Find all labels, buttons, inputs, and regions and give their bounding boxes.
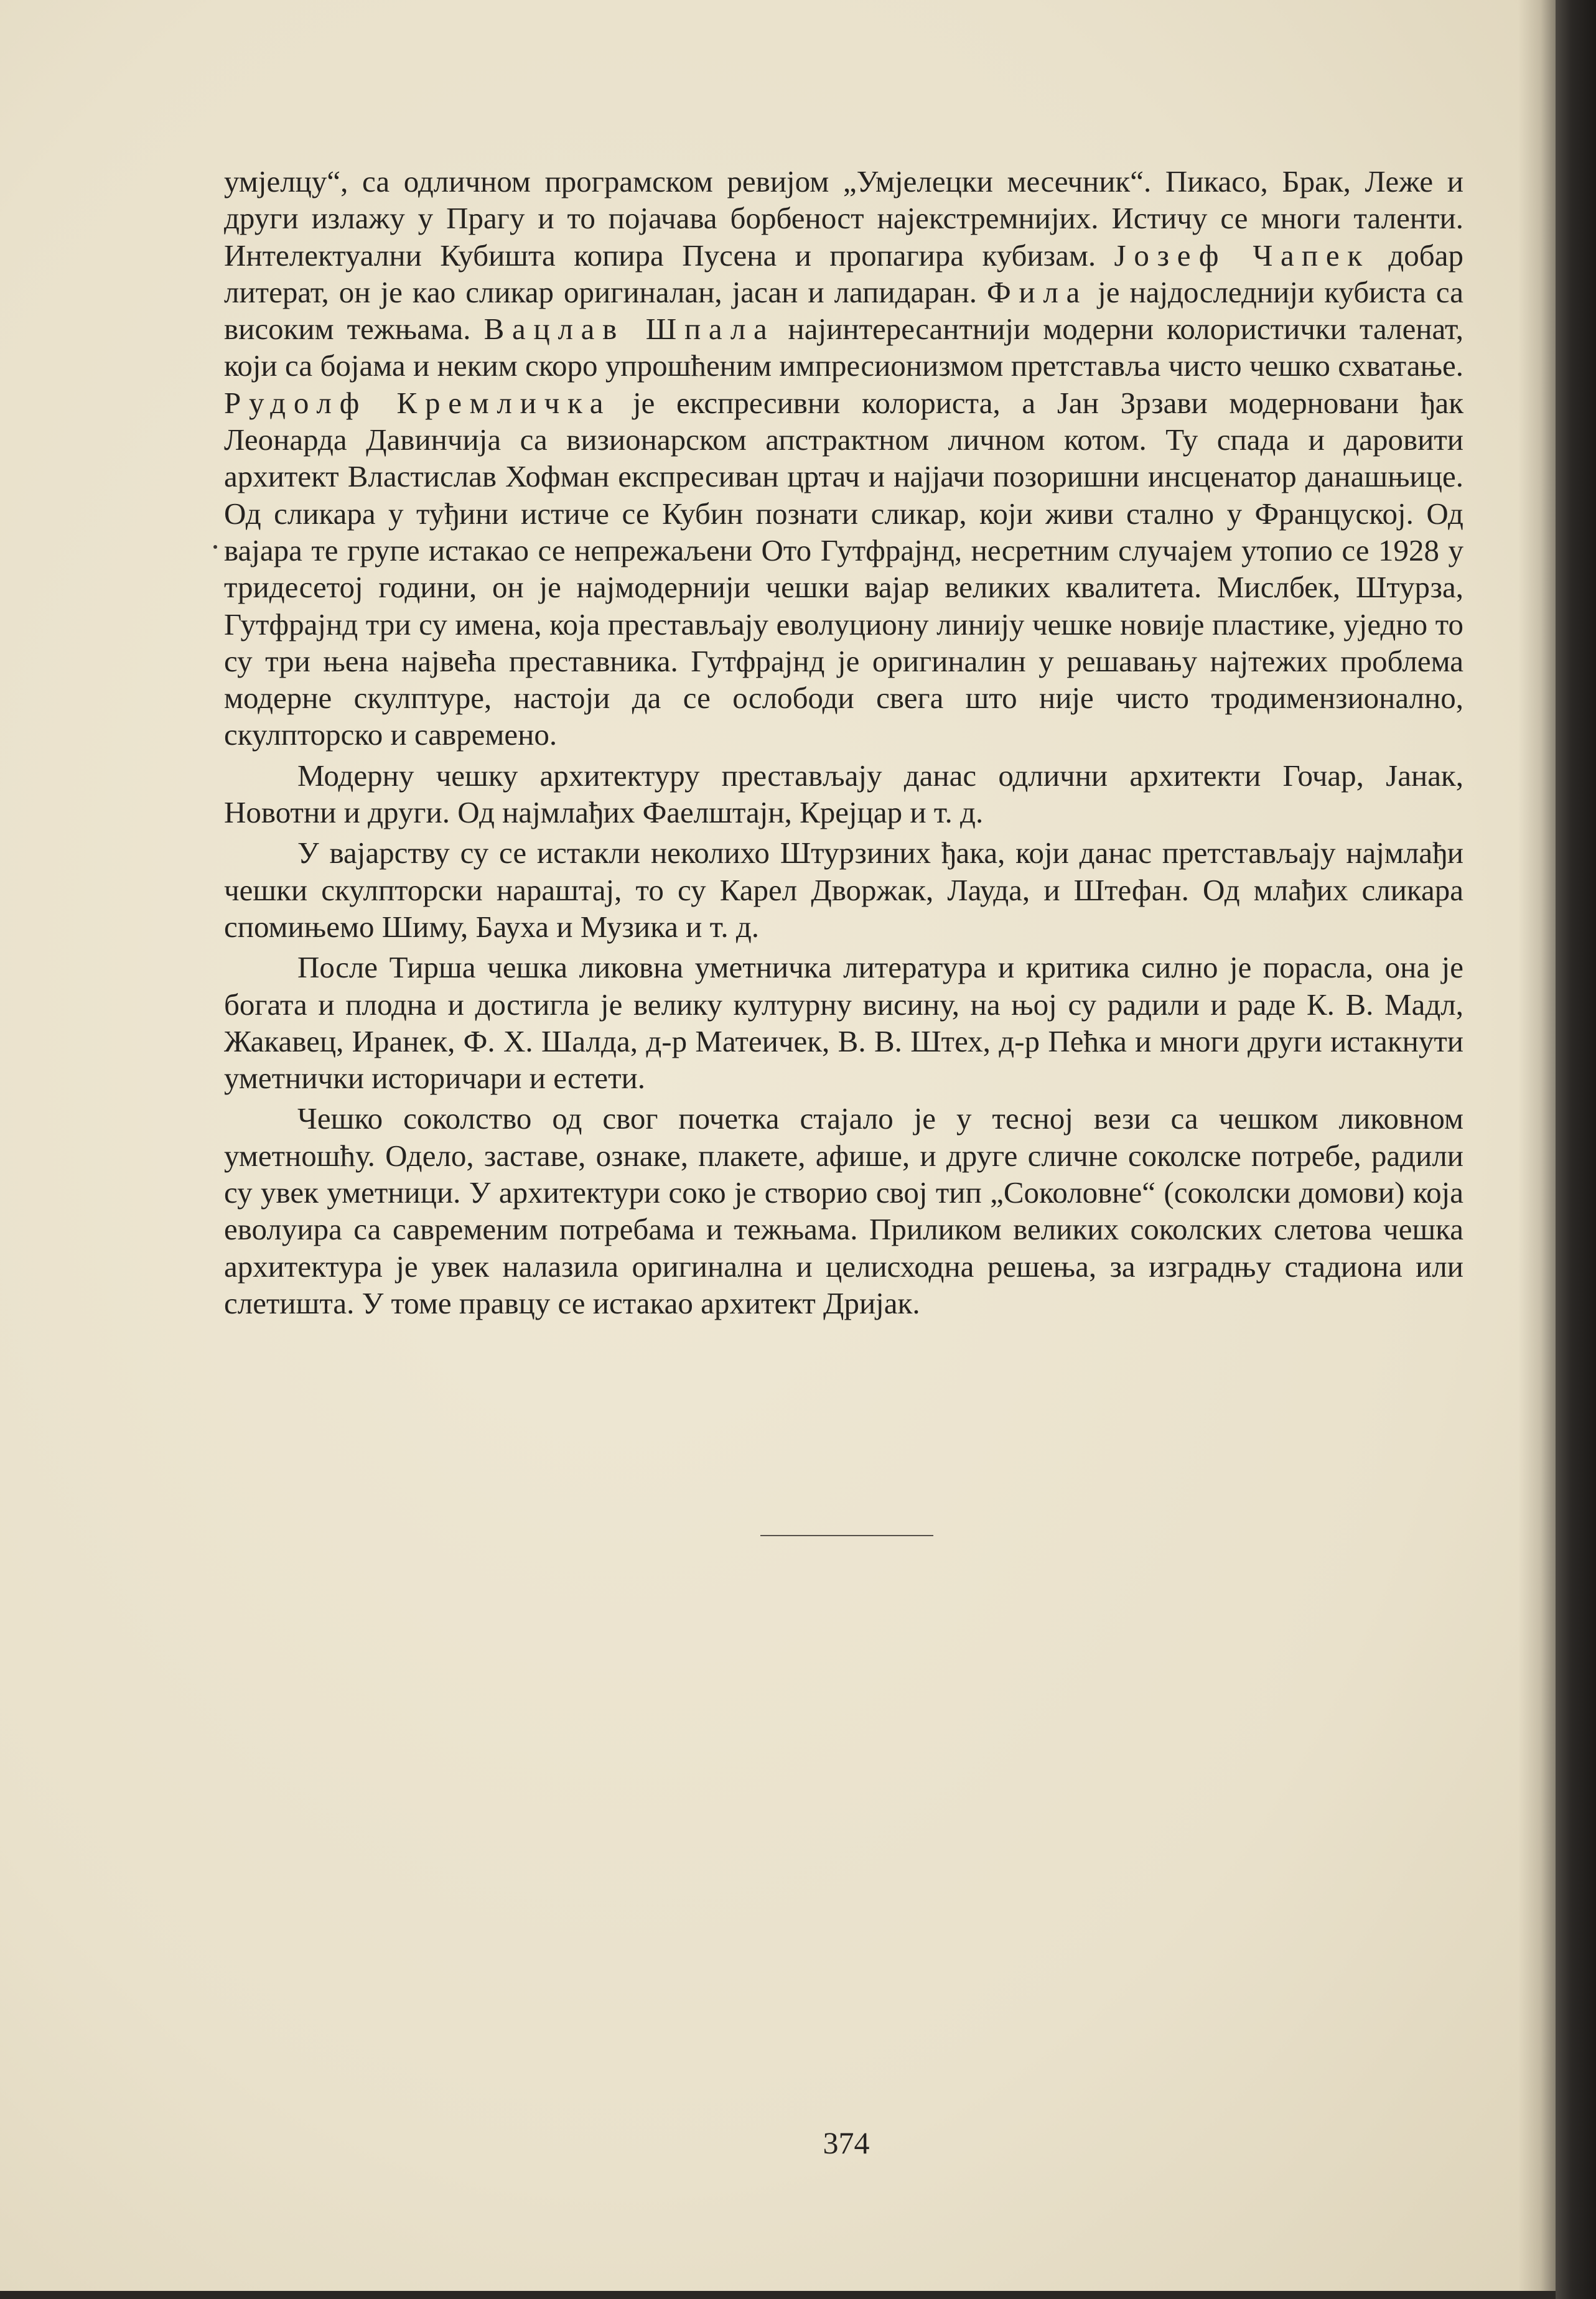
name-vaclav-spala: Вацлав Шпала (483, 312, 775, 347)
paragraph-5: Чешко соколство од свог почетка стајало је у тесној вези са чешком ликовном уметношћу. Одело, заставе, ознаке, плакете, афише, и друге сличне соколске потребе, радили су увек уметници. У архитектури соко је створио свој тип „Соколовне“ (соколски домови) која еволуира са савременим потребама и тежњама. Приликом великих соколских слетова чешка архитектура је увек налазила оригинална и целисходна решења, за изградњу стадиона или слетишта. У томе правцу се истакао архитект Дријак. (224, 1101, 1463, 1320)
page-edge-shadow (1518, 0, 1556, 2291)
paragraph-1-text-5: је експресивни колориста, а Јан Зрзави модерновани ђак Леонарда Давинчија са визионарском апстрактном личном котом. Ту спада и даровити архитект Властислав Хофман експресиван цртач и најјачи позоришни инсценатор данашњице. Од сликара у туђини истиче се Кубин познати сликар, који живи стално у Француској. Од вајара те групе истакао се непрежаљени Ото Гутфрајнд, несретним случајем утопио се 1928 у тридесетој години, он је најмодернији чешки вајар великих квалитета. Мислбек, Штурза, Гутфрајнд три су имена, која престављају еволуциону линију чешке новије пластике, уједно то су три њена највећа преставника. Гутфрајнд је оригиналин у решавању најтежих проблема модерне скулптуре, настоји да се ослободи свега што није чисто тродимензионално, скулпторско и савремено. (224, 385, 1464, 752)
paragraph-2: Модерну чешку архитектуру престављају данас одлични архитекти Гочар, Јанак, Новотни и други. Од најмлађих Фаелштајн, Крејцар и т. д. (224, 758, 1463, 830)
name-josef-capek: Јозеф Чапек (1114, 238, 1370, 273)
book-spine-edge (1556, 0, 1596, 2299)
paragraph-1-text-3: је најдоследнији кубиста са високим тежњама. (224, 274, 1463, 347)
paragraph-1-text-2: добар литерат, он је као сликар оригиналан, јасан и лапидаран. (224, 238, 1463, 309)
paragraph-1 (224, 163, 1463, 753)
paragraph-1-text-1: умјелцу“, са одличном програмском ревијом „Умјелецки месечник“. Пикасо, Брак, Леже и други излажу у Прагу и то појачава борбеност најекстремнијих. Истичу се многи таленти. Интелектуални Кубишта копира Пусена и пропагира кубизам. (224, 164, 1463, 273)
name-rudolf-kremlicka: Рудолф Кремличка (224, 385, 612, 420)
paragraph-4: После Тирша чешка ликовна уметничка литература и критика силно је порасла, она је богата и плодна и достигла је велику културну висину, на њој су радили и раде К. В. Мадл, Жакавец, Иранек, Ф. Х. Шалда, д-р Матеичек, В. В. Штех, д-р Пећка и многи други истакнути уметнички историчари и естети. (224, 950, 1463, 1096)
section-end-rule (760, 1535, 933, 1536)
name-fila: Фила (986, 274, 1088, 309)
page-number: 374 (823, 2125, 870, 2160)
body-text (224, 163, 1463, 1325)
ink-speck (213, 545, 217, 549)
paragraph-1-text-4: најинтересантнији модерни колористички таленат, који са бојама и неким скоро упрошћеним импресионизмом претставља чисто чешко схватање. (224, 312, 1464, 383)
paragraph-3: У вајарству су се истакли неколихо Штурзиних ђака, који данас претстављају најмлађи чешки скулпторски нараштај, то су Карел Дворжак, Лауда, и Штефан. Од млађих сликара спомињемо Шиму, Бауха и Музика и т. д. (224, 836, 1463, 944)
